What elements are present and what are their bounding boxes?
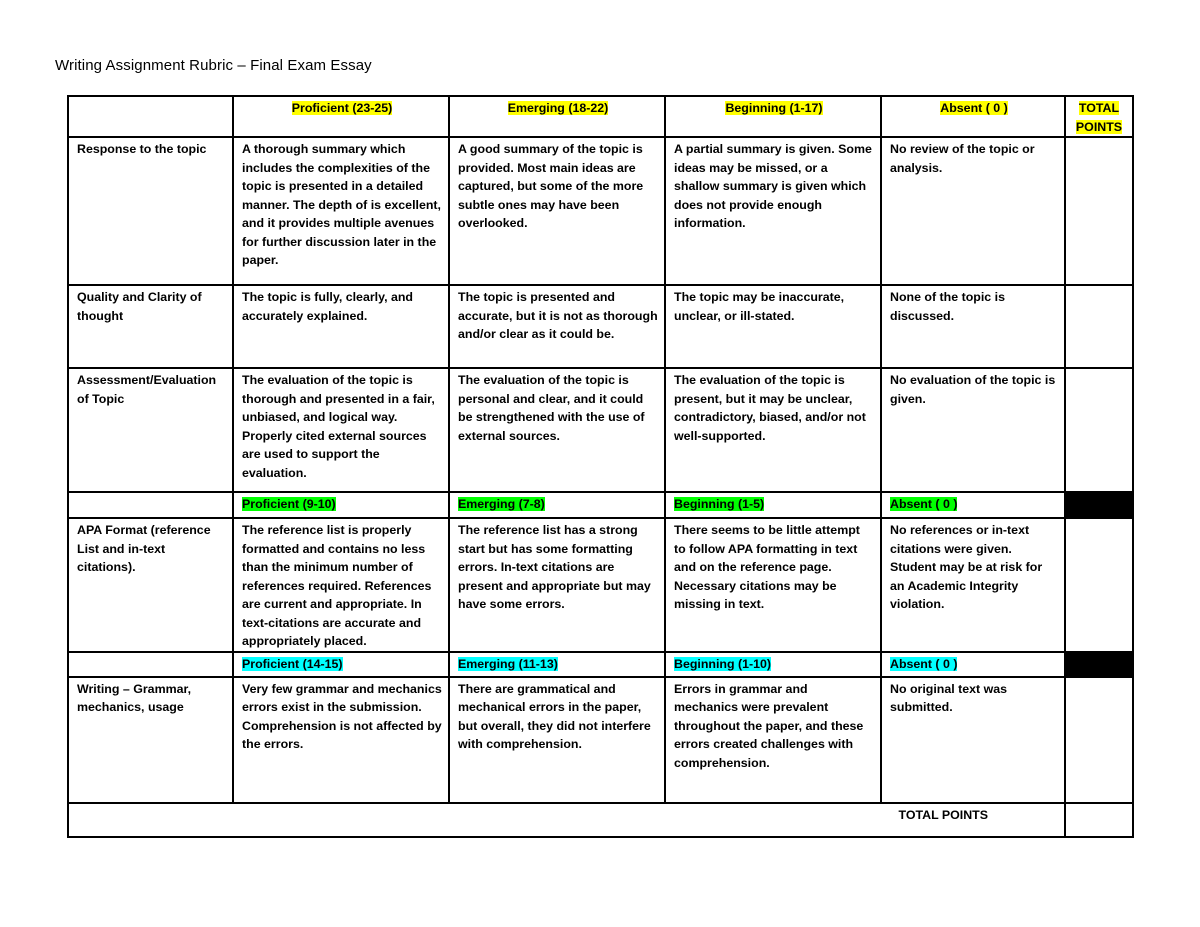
beginning-cell: The evaluation of the topic is present, but it may be unclear, contradictory, biased, and/or not well-supported.	[665, 368, 881, 492]
header-total-label-line1: TOTAL	[1078, 101, 1120, 115]
emerging-cell: The reference list has a strong start but has some formatting errors. In-text citations are present and appropriate but may have some errors.	[449, 518, 665, 652]
header-absent-label: Absent ( 0 )	[890, 497, 958, 511]
header-row-3	[68, 652, 1133, 677]
header-emerging-label: Emerging (7-8)	[458, 497, 545, 511]
points-cell	[1065, 285, 1133, 368]
proficient-cell: The evaluation of the topic is thorough and presented in a fair, unbiased, and logical way. Properly cited external sources are used to support the evaluation.	[233, 368, 449, 492]
header-emerging-cell	[449, 652, 665, 677]
header-corner-cell	[68, 652, 233, 677]
beginning-cell: The topic may be inaccurate, unclear, or ill-stated.	[665, 285, 881, 368]
header-proficient-label: Proficient (14-15)	[242, 656, 343, 671]
points-cell	[1065, 137, 1133, 285]
criterion-cell: Quality and Clarity of thought	[68, 285, 233, 368]
blocked-cell	[1065, 652, 1133, 677]
header-absent-cell	[881, 96, 1065, 137]
header-proficient-label: Proficient (9-10)	[242, 497, 336, 511]
header-beginning-label: Beginning (1-5)	[674, 497, 765, 511]
rubric-row-assessment	[68, 368, 1133, 492]
points-cell	[1065, 518, 1133, 652]
header-proficient-cell	[233, 96, 449, 137]
header-beginning-cell	[665, 652, 881, 677]
beginning-cell: There seems to be little attempt to follow APA formatting in text and on the reference page. Necessary citations may be missing in text.	[665, 518, 881, 652]
emerging-cell: The evaluation of the topic is personal and clear, and it could be strengthened with the use of external sources.	[449, 368, 665, 492]
header-absent-cell	[881, 492, 1065, 518]
rubric-table	[67, 95, 1134, 838]
header-absent-label: Absent ( 0 )	[940, 101, 1008, 115]
absent-cell: No references or in-text citations were given. Student may be at risk for an Academic Integrity violation.	[881, 518, 1065, 652]
header-proficient-cell	[233, 492, 449, 518]
header-emerging-cell	[449, 492, 665, 518]
rubric-row-quality	[68, 285, 1133, 368]
points-cell	[1065, 368, 1133, 492]
absent-cell: No review of the topic or analysis.	[881, 137, 1065, 285]
total-points-label: TOTAL POINTS	[68, 803, 1065, 837]
proficient-cell: Very few grammar and mechanics errors exist in the submission. Comprehension is not affected by the errors.	[233, 677, 449, 803]
total-points-value-cell	[1065, 803, 1133, 837]
beginning-cell: A partial summary is given. Some ideas may be missed, or a shallow summary is given which does not provide enough information.	[665, 137, 881, 285]
header-total-cell	[1065, 96, 1133, 137]
blocked-cell	[1065, 492, 1133, 518]
document-title: Writing Assignment Rubric – Final Exam Essay	[55, 57, 372, 74]
header-corner-cell	[68, 492, 233, 518]
header-emerging-label: Emerging (18-22)	[507, 101, 609, 115]
criterion-cell: Response to the topic	[68, 137, 233, 285]
criterion-cell: APA Format (reference List and in-text citations).	[68, 518, 233, 652]
emerging-cell: A good summary of the topic is provided. Most main ideas are captured, but some of the more subtle ones may have been overlooked.	[449, 137, 665, 285]
rubric-row-response	[68, 137, 1133, 285]
absent-cell: No original text was submitted.	[881, 677, 1065, 803]
header-row-2	[68, 492, 1133, 518]
header-beginning-label: Beginning (1-10)	[674, 656, 772, 671]
rubric-row-apa	[68, 518, 1133, 652]
criterion-cell: Assessment/Evaluation of Topic	[68, 368, 233, 492]
emerging-cell: The topic is presented and accurate, but it is not as thorough and/or clear as it could be.	[449, 285, 665, 368]
criterion-cell: Writing – Grammar, mechanics, usage	[68, 677, 233, 803]
header-row-1	[68, 96, 1133, 137]
proficient-cell: The topic is fully, clearly, and accurately explained.	[233, 285, 449, 368]
header-absent-label: Absent ( 0 )	[890, 656, 958, 671]
header-corner-cell	[68, 96, 233, 137]
header-proficient-cell	[233, 652, 449, 677]
header-emerging-label: Emerging (11-13)	[458, 656, 558, 671]
header-beginning-cell	[665, 96, 881, 137]
header-total-label-line2: POINTS	[1075, 119, 1123, 134]
absent-cell: None of the topic is discussed.	[881, 285, 1065, 368]
beginning-cell: Errors in grammar and mechanics were prevalent throughout the paper, and these errors created challenges with comprehension.	[665, 677, 881, 803]
points-cell	[1065, 677, 1133, 803]
header-absent-cell	[881, 652, 1065, 677]
rubric-row-writing	[68, 677, 1133, 803]
header-proficient-label: Proficient (23-25)	[291, 101, 393, 115]
header-beginning-cell	[665, 492, 881, 518]
total-points-row	[68, 803, 1133, 837]
header-emerging-cell	[449, 96, 665, 137]
absent-cell: No evaluation of the topic is given.	[881, 368, 1065, 492]
emerging-cell: There are grammatical and mechanical errors in the paper, but overall, they did not interfere with comprehension.	[449, 677, 665, 803]
proficient-cell: A thorough summary which includes the complexities of the topic is presented in a detailed manner. The depth of is excellent, and it provides multiple avenues for further discussion later in the paper.	[233, 137, 449, 285]
proficient-cell: The reference list is properly formatted and contains no less than the minimum number of references required. References are current and appropriate. In text-citations are accurate and appropriately placed.	[233, 518, 449, 652]
header-beginning-label: Beginning (1-17)	[725, 101, 823, 115]
